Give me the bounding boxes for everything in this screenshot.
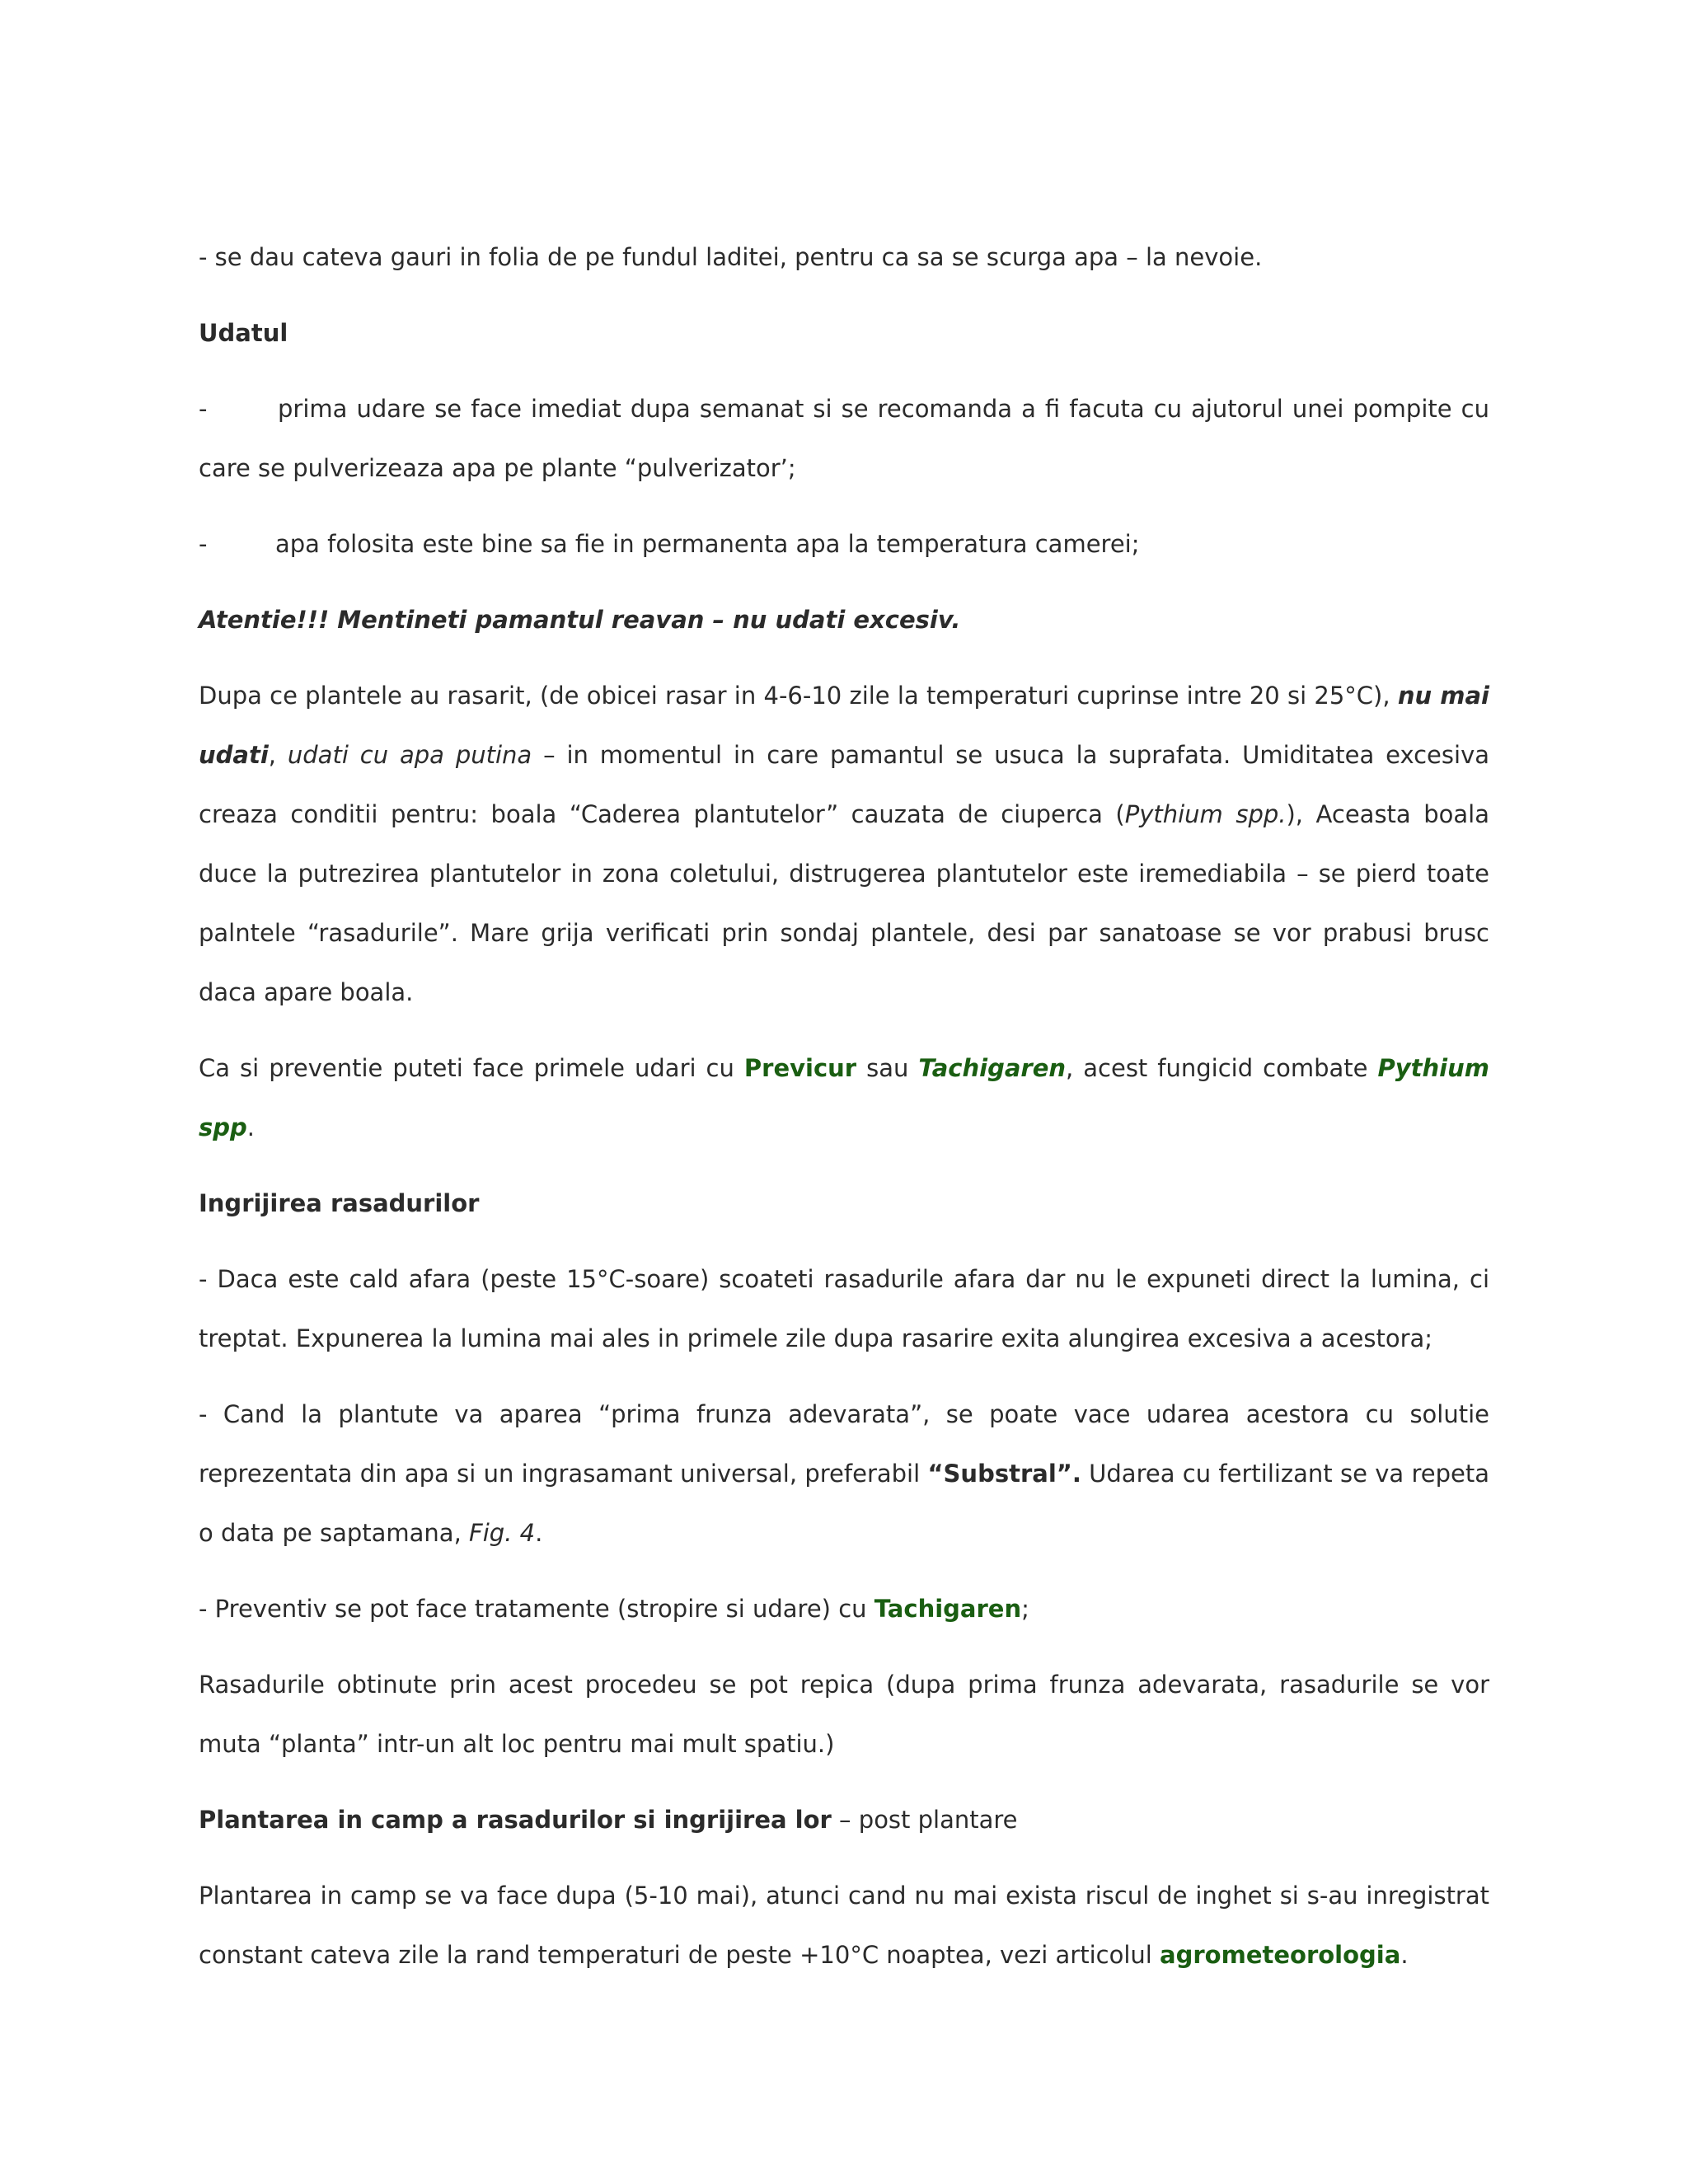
paragraph-plantare-camp [199, 1866, 1489, 1985]
paragraph-folia: - se dau cateva gauri in folia de pe fundul laditei, pentru ca sa se scurga apa – la nevoie. [199, 243, 1263, 271]
bullet-dash: - [199, 395, 208, 423]
link-previcur[interactable]: Previcur [743, 1054, 857, 1082]
link-pythium-spp[interactable]: Pythium spp [199, 1054, 1489, 1141]
text-segment: ), Aceasta boala duce la putrezirea plantutelor in zona coletului, distrugerea plantutelor este iremediabila – se pierd toate palntele “rasadurile”. Mare grija verificati prin sondaj plantele, desi par sanatoase se vor prabusi brusc daca apare boala. [199, 800, 1489, 1006]
term-pythium: Pythium spp. [1124, 800, 1287, 828]
paragraph-apa-folosita [199, 514, 1489, 574]
text-segment: - Cand la plantute va aparea “prima frunza adevarata”, se poate vace udarea acestora cu solutie reprezentata din apa si un ingrasamant universal, preferabil [199, 1400, 1489, 1488]
emphasis-apa-putina: udati cu apa putina [287, 741, 532, 769]
link-tachigaren[interactable]: Tachigaren [874, 1595, 1022, 1623]
text-segment: . [1400, 1941, 1409, 1969]
text-segment: - Preventiv se pot face tratamente (stropire si udare) cu [199, 1595, 874, 1623]
paragraph-cald-afara: - Daca este cald afara (peste 15°C-soare) scoateti rasadurile afara dar nu le expuneti direct la lumina, ci treptat. Expunerea la lumina mai ales in primele zile dupa rasarire exita alungirea excesiva a acestora; [199, 1265, 1489, 1352]
bullet-dash: - [199, 530, 208, 558]
text-apa-folosita: apa folosita este bine sa fie in permanenta apa la temperatura camerei; [275, 530, 1140, 558]
text-segment: Udarea cu fertilizant se va repeta o data pe saptamana, [199, 1460, 1490, 1547]
text-segment: Dupa ce plantele au rasarit, (de obicei rasar in 4-6-10 zile la temperaturi cuprinse intre 20 si 25°C), [199, 682, 1398, 710]
text-segment: , [268, 741, 288, 769]
link-agrometeorologia[interactable]: agrometeorologia [1160, 1941, 1401, 1969]
heading-plantarea [199, 1790, 1489, 1849]
text-segment: . [535, 1519, 543, 1547]
paragraph-prima-frunza [199, 1385, 1489, 1563]
emphasis-substral: “Substral”. [927, 1460, 1081, 1488]
paragraph-repicare: Rasadurile obtinute prin acest procedeu se pot repica (dupa prima frunza adevarata, rasadurile se vor muta “planta” intr-un alt loc pentru mai mult spatiu.) [199, 1671, 1489, 1758]
paragraph-dupa-rasarire [199, 666, 1489, 1022]
emphasis-nu-mai-udati: nu mai udati [199, 682, 1489, 769]
text-segment: . [246, 1113, 255, 1141]
heading-plantarea-suffix: – post plantare [831, 1806, 1018, 1834]
text-segment: sau [856, 1054, 919, 1082]
heading-udatul: Udatul [199, 319, 288, 347]
text-segment: Ca si preventie puteti face primele udari cu [199, 1054, 744, 1082]
text-segment: ; [1021, 1595, 1029, 1623]
text-segment: , acest fungicid combate [1066, 1054, 1378, 1082]
heading-ingrijirea: Ingrijirea rasadurilor [199, 1189, 480, 1217]
warning-atentie: Atentie!!! Mentineti pamantul reavan – nu udati excesiv. [199, 606, 961, 634]
paragraph-preventie [199, 1038, 1489, 1157]
text-prima-udare: prima udare se face imediat dupa semanat si se recomanda a fi facuta cu ajutorul unei pompite cu care se pulverizeaza apa pe plante “pulverizator’; [199, 395, 1489, 482]
figure-reference: Fig. 4 [469, 1519, 536, 1547]
text-segment: – in momentul in care pamantul se usuca la suprafata. Umiditatea excesiva creaza conditii pentru: boala “Caderea plantutelor” cauzata de ciuperca ( [199, 741, 1489, 828]
paragraph-preventiv [199, 1579, 1489, 1638]
link-tachigaren[interactable]: Tachigaren [918, 1054, 1067, 1082]
heading-plantarea-title: Plantarea in camp a rasadurilor si ingrijirea lor [199, 1806, 832, 1834]
paragraph-prima-udare [199, 379, 1489, 498]
text-segment: Plantarea in camp se va face dupa (5-10 mai), atunci cand nu mai exista riscul de inghet si s-au inregistrat constant cateva zile la rand temperaturi de peste +10°C noaptea, vezi articolul [199, 1882, 1489, 1969]
